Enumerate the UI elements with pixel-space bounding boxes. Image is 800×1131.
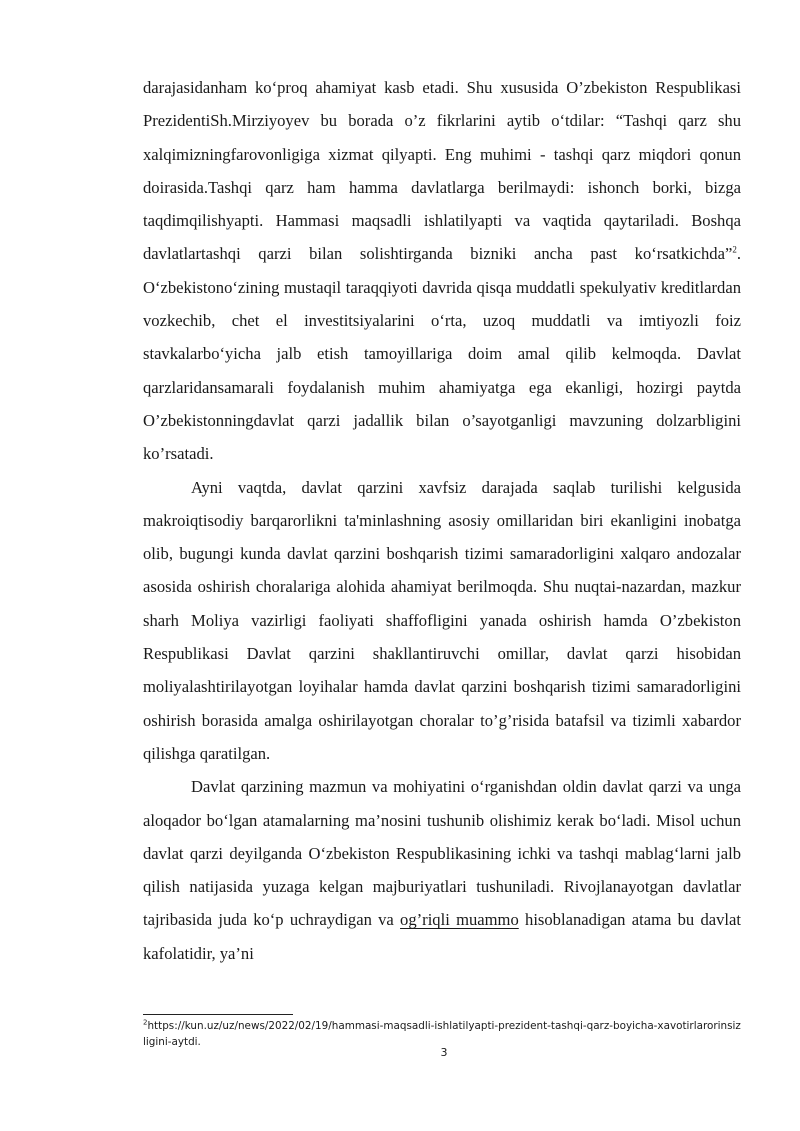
page-number: 3	[440, 1046, 448, 1059]
body-text	[143, 71, 741, 970]
underlined-term: og’riqli muammo	[400, 910, 519, 930]
footnote-reference[interactable]: 2	[732, 244, 737, 255]
footnote-number: 2	[143, 1018, 148, 1027]
paragraph-1-text-b: . O‘zbekistono‘zining mustaqil taraqqiyoti davrida qisqa muddatli spekulyativ kreditlardan vozkechib, chet el investitsiyalarini o‘rta, uzoq muddatli va imtiyozli foiz stavkalarbo‘yicha jalb etish tamoyillariga doim amal qilib kelmoqda. Davlat qarzlaridansamarali foydalanish muhim ahamiyatga ega ekanligi, hozirgi paytda O’zbekistonningdavlat qarzi jadallik bilan o’sayotganligi mavzuning dolzarbligini ko’rsatadi.	[143, 244, 741, 464]
paragraph-1-text-a: darajasidanham ko‘proq ahamiyat kasb etadi. Shu xususida O’zbekiston Respublikasi PrezidentiSh.Mirziyoyev bu borada o’z fikrlarini aytib o‘tdilar: “Tashqi qarz shu xalqimizningfarovonligiga xizmat qilyapti. Eng muhimi - tashqi qarz miqdori qonun doirasida.Tashqi qarz ham hamma davlatlarga berilmaydi: ishonch borki, bizga taqdimqilishyapti. Hammasi maqsadli ishlatilyapti va vaqtida qaytariladi. Boshqa davlatlartashqi qarzi bilan solishtirganda bizniki ancha past ko‘rsatkichda”	[143, 78, 741, 264]
footnote-separator	[143, 1014, 293, 1015]
paragraph-1	[143, 71, 741, 471]
footnote-link[interactable]: https://kun.uz/uz/news/2022/02/19/hammasi-maqsadli-ishlatilyapti-prezident-tashqi-qarz-boyicha-xavotirlarorinsizligini-aytdi.	[143, 1020, 741, 1048]
paragraph-3	[143, 770, 741, 970]
paragraph-3-text-b: hisoblanadigan atama bu davlat kafolatidir, ya’ni	[143, 910, 741, 963]
paragraph-2: Ayni vaqtda, davlat qarzini xavfsiz darajada saqlab turilishi kelgusida makroiqtisodiy barqarorlikni ta'minlashning asosiy omillaridan biri ekanligini inobatga olib, bugungi kunda davlat qarzini boshqarish tizimi samaradorligini xalqaro andozalar asosida oshirish choralariga alohida ahamiyat berilmoqda. Shu nuqtai-nazardan, mazkur sharh Moliya vazirligi faoliyati shaffofligini yanada oshirish hamda O’zbekiston Respublikasi Davlat qarzini shakllantiruvchi omillar, davlat qarzi hisobidan moliyalashtirilayotgan loyihalar hamda davlat qarzini boshqarish tizimi samaradorligini oshirish borasida amalga oshirilayotgan choralar to’g’risida batafsil va tizimli xabardor qilishga qaratilgan.	[143, 477, 741, 763]
paragraph-3-text-a: Davlat qarzining mazmun va mohiyatini o‘rganishdan oldin davlat qarzi va unga aloqador bo‘lgan atamalarning ma’nosini tushunib olishimiz kerak bo‘ladi. Misol uchun davlat qarzi deyilganda O‘zbekiston Respublikasining ichki va tashqi mablag‘larni jalb qilish natijasida yuzaga kelgan majburiyatlari tushuniladi. Rivojlanayotgan davlatlar tajribasida juda ko‘p uchraydigan va	[143, 777, 741, 930]
